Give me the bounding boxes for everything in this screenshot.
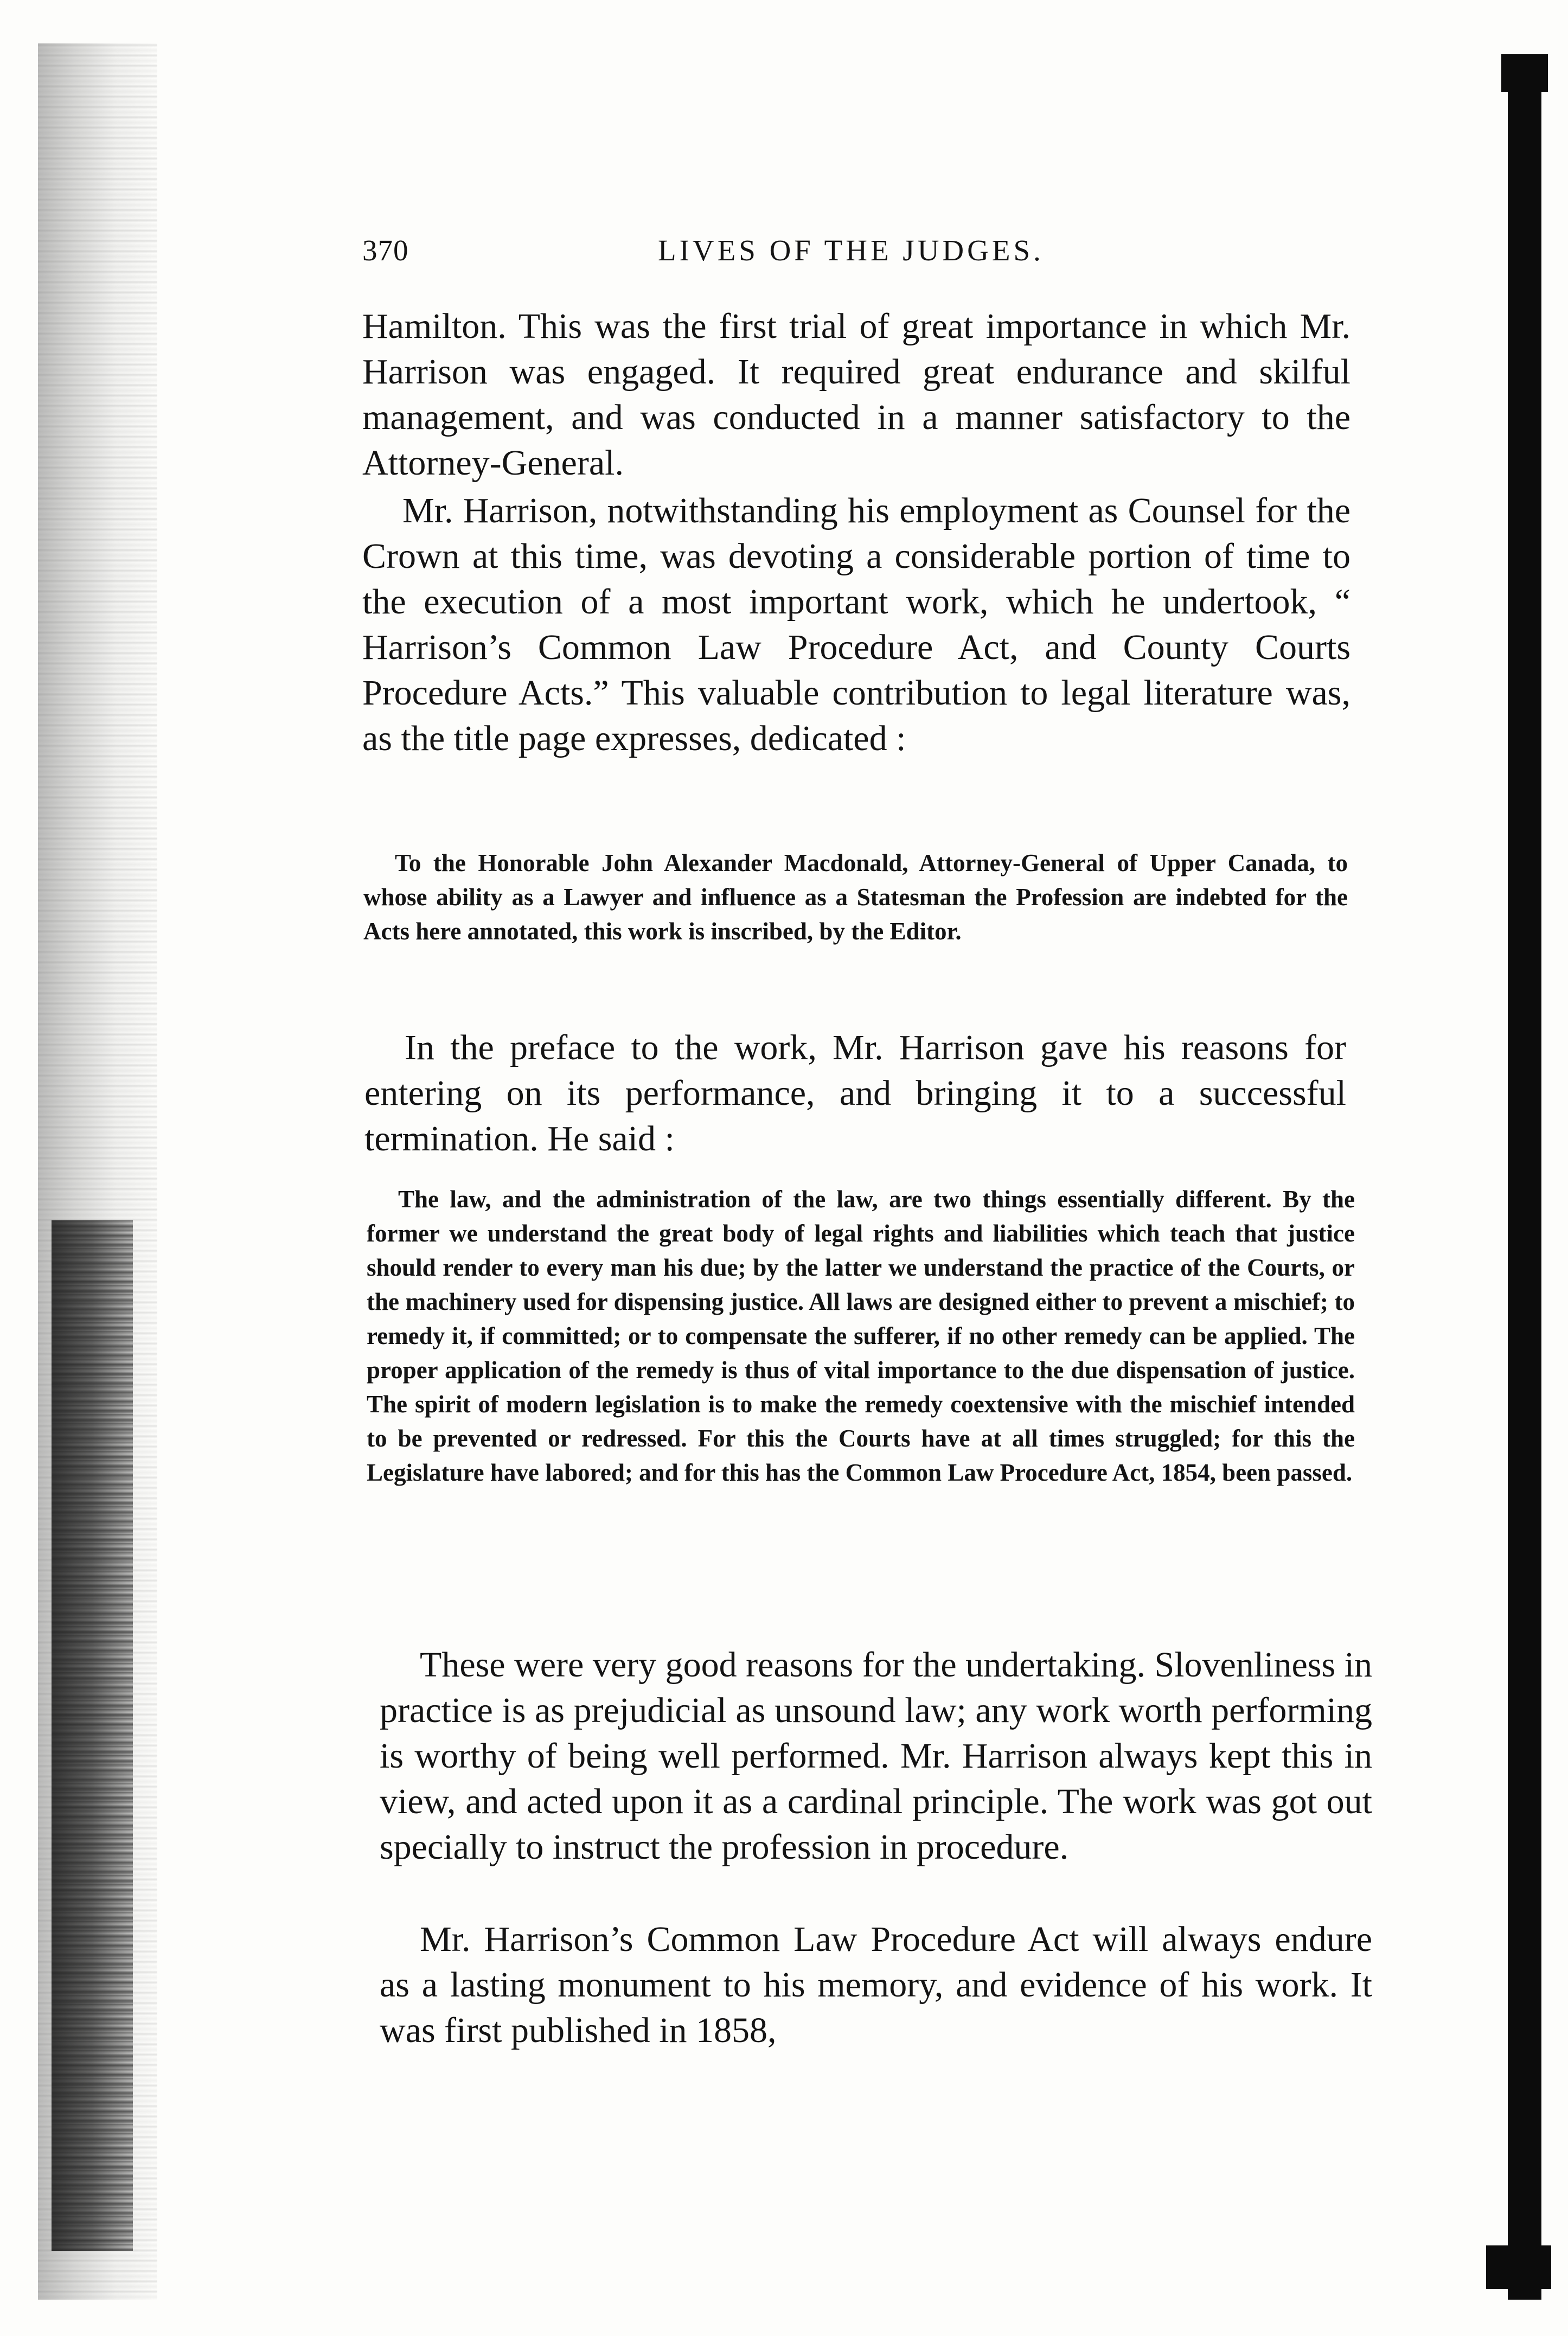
paragraph-preface-intro: In the preface to the work, Mr. Harrison gave his reasons for entering on its performance, and bringing it to a successful termination. He said : (364, 1028, 1346, 1159)
running-title: LIVES OF THE JUDGES. (658, 234, 1044, 267)
page-number: 370 (362, 234, 409, 267)
preface-quote: The law, and the administration of the law, are two things essentially different. By the former we understand the great body of legal rights and liabilities which teach that justice should render to every man his due; by the latter we understand the practice of the Courts, or the machinery used for dispensing justice. All laws are designed either to prevent a mischief; to remedy it, if committed; or to compensate the sufferer, if no other remedy can be applied. The proper application of the remedy is thus of vital importance to the due dispensation of justice. The spirit of modern legislation is to make the remedy coextensive with the mischief intended to be prevented or redressed. For this the Courts have at all times struggled; for this the Legislature have labored; and for this has the Common Law Procedure Act, 1854, been passed. (367, 1186, 1355, 1486)
right-edge-bar (1508, 54, 1541, 2300)
paragraph-procedure-act-work: Mr. Harrison, notwithstanding his employment as Counsel for the Crown at this time, was devoting a considerable portion of time to the execution of a most important work, which he undertook, “ Harrison’s Common Law Procedure Act, and County Courts Procedure Acts.” This valuable contribution to legal literature was, as the title page expresses, dedicated : (362, 491, 1351, 758)
dedication-quote: To the Honorable John Alexander Macdonald, Attorney-General of Upper Canada, to whose ability as a Lawyer and influence as a Statesman the Profession are indebted for the Acts here annotated, this work is inscribed, by the Editor. (363, 849, 1348, 945)
binding-edge-dark-area (52, 1220, 133, 2251)
right-edge-bar-top (1501, 54, 1548, 92)
paragraph-hamilton-trial: Hamilton. This was the first trial of great importance in which Mr. Harrison was engaged. It required great endurance and skilful management, and was conducted in a manner satisfactory to the Attorney-General. (362, 306, 1351, 483)
running-head (362, 233, 1409, 271)
right-edge-bar-bottom (1486, 2245, 1551, 2289)
paragraph-good-reasons: These were very good reasons for the undertaking. Slovenliness in practice is as prejudicial as unsound law; any work worth performing is worthy of being well performed. Mr. Harrison always kept this in view, and acted upon it as a cardinal principle. The work was got out specially to instruct the profession in procedure. (380, 1645, 1372, 1867)
paragraph-lasting-monument: Mr. Harrison’s Common Law Procedure Act will always endure as a lasting monument to his memory, and evidence of his work. It was first published in 1858, (380, 1919, 1372, 2050)
